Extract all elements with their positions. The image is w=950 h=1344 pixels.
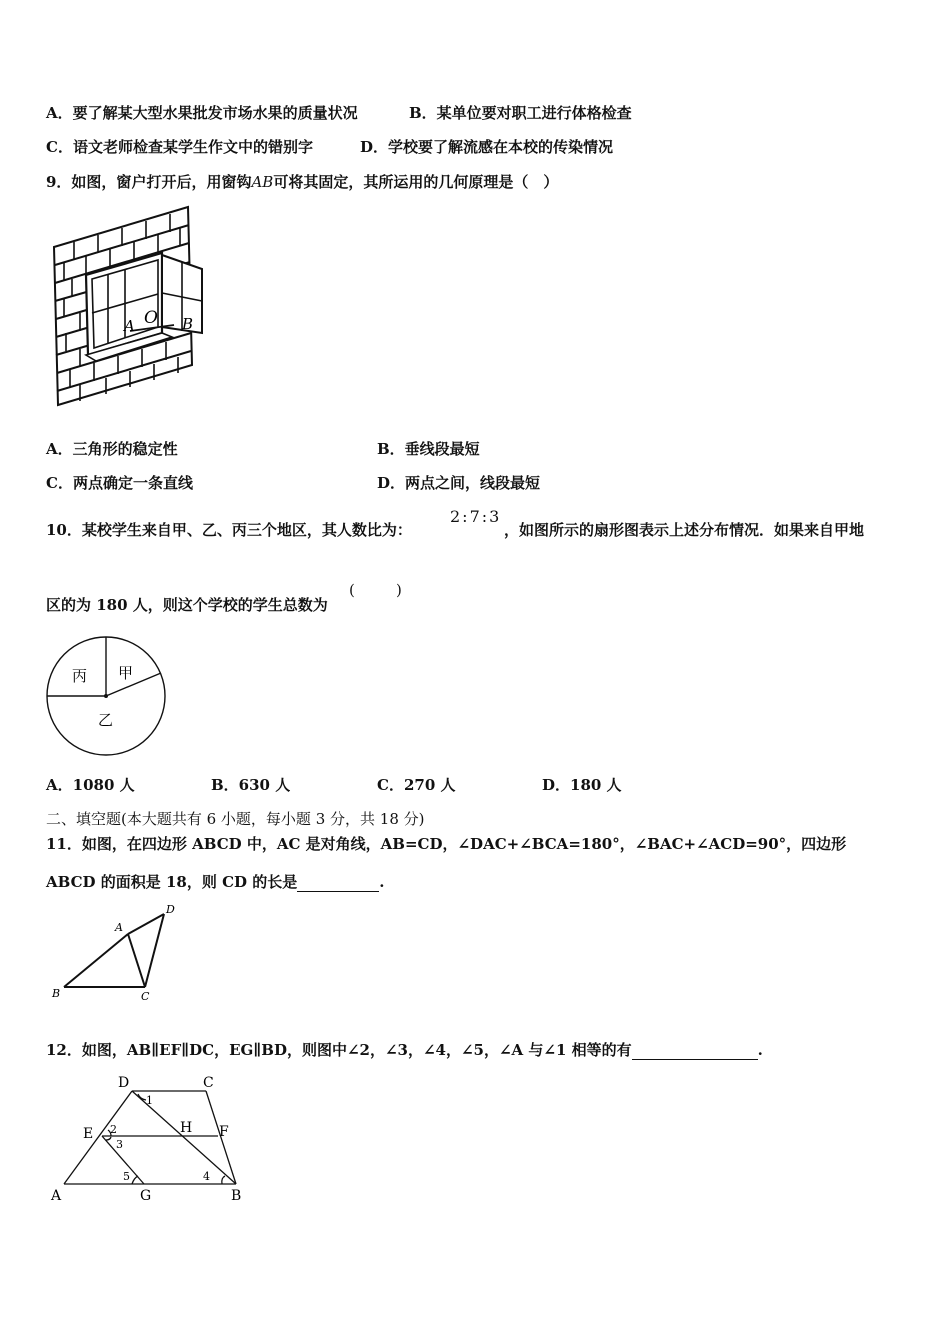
q12-line-text: 12．如图，AB∥EF∥DC，EG∥BD，则图中∠2，∠3，∠4，∠5，∠A 与∠1 相等的有	[46, 1041, 632, 1059]
q10-pie-label-yi: 乙	[98, 711, 114, 729]
q12-fig-angle-3: 3	[116, 1138, 123, 1151]
q10-stem-line1-post: ，如图所示的扇形图表示上述分布情况．如果来自甲地	[504, 521, 865, 539]
q11-fig-label-a: A	[115, 921, 123, 934]
q12-fig-angle-4: 4	[203, 1170, 210, 1183]
q11-fig-label-b: B	[52, 987, 61, 1000]
q11-line1: 11．如图，在四边形 ABCD 中，AC 是对角线，AB=CD，∠DAC+∠BCA=180°，∠BAC+∠ACD=90°，四边形	[46, 835, 847, 853]
q12-fig-label-a: A	[51, 1188, 62, 1204]
q9-fig-label-b: B	[182, 315, 194, 333]
q11-quadrilateral-figure	[50, 900, 190, 1005]
q10-paren-open: (	[349, 581, 355, 599]
q12-answer-blank	[632, 1041, 758, 1060]
q12-fig-label-f: F	[219, 1124, 229, 1140]
q8-option-a: A．要了解某大型水果批发市场水果的质量状况	[46, 104, 358, 122]
q12-line-end: .	[757, 1041, 763, 1059]
q12-fig-label-d: D	[118, 1075, 130, 1091]
q12-fig-label-c: C	[203, 1075, 214, 1091]
q11-fig-label-d: D	[166, 903, 175, 916]
q9-stem-math: AB	[251, 173, 274, 191]
q9-option-c: C．两点确定一条直线	[46, 474, 193, 492]
q8-option-c: C．语文老师检查某学生作文中的错别字	[46, 138, 313, 156]
q9-option-a: A．三角形的稳定性	[46, 440, 178, 458]
q12-trapezoid-figure	[46, 1070, 256, 1210]
q8-option-d: D．学校要了解流感在本校的传染情况	[360, 138, 614, 156]
q9-option-d: D．两点之间，线段最短	[377, 474, 541, 492]
q12-line	[46, 1039, 763, 1060]
q10-pie-label-jia: 甲	[118, 664, 134, 682]
q12-fig-label-g: G	[140, 1188, 152, 1204]
q11-line2-text: ABCD 的面积是 18，则 CD 的长是	[46, 873, 298, 891]
q11-line2-end: .	[379, 873, 385, 891]
q10-option-c: C．270 人	[377, 776, 456, 794]
q10-option-a: A．1080 人	[46, 776, 135, 794]
q9-window-figure	[50, 205, 210, 410]
q12-fig-angle-2: 2	[110, 1123, 117, 1136]
q9-stem-post: 可将其固定，其所运用的几何原理是（ ）	[273, 173, 559, 191]
q10-option-b: B．630 人	[211, 776, 291, 794]
q12-fig-label-b: B	[231, 1188, 242, 1204]
q10-paren-close: )	[396, 581, 402, 599]
q11-answer-blank	[297, 873, 379, 892]
q9-fig-label-a: A	[124, 317, 135, 335]
q11-fig-label-c: C	[141, 990, 150, 1003]
q10-ratio: 2:7:3	[450, 507, 502, 526]
section2-title: 二、填空题(本大题共有 6 小题，每小题 3 分，共 18 分)	[46, 810, 425, 828]
q9-fig-label-o: O	[144, 308, 158, 328]
q8-option-b: B．某单位要对职工进行体格检查	[409, 104, 632, 122]
q10-option-d: D．180 人	[542, 776, 622, 794]
q12-fig-label-e: E	[83, 1126, 94, 1142]
q9-stem	[46, 171, 558, 192]
q12-fig-label-h: H	[180, 1120, 193, 1136]
q9-option-b: B．垂线段最短	[377, 440, 480, 458]
q12-fig-angle-1: 1	[146, 1094, 153, 1107]
q12-fig-angle-5: 5	[123, 1170, 130, 1183]
q10-stem-line1-pre: 10．某校学生来自甲、乙、丙三个地区，其人数比为：	[46, 521, 412, 539]
q10-pie-label-bing: 丙	[72, 667, 88, 685]
q11-line2	[46, 871, 385, 892]
q10-pie-figure	[44, 636, 168, 760]
q9-stem-pre: 9．如图，窗户打开后，用窗钩	[46, 173, 252, 191]
q10-stem-line2: 区的为 180 人，则这个学校的学生总数为	[46, 596, 328, 614]
